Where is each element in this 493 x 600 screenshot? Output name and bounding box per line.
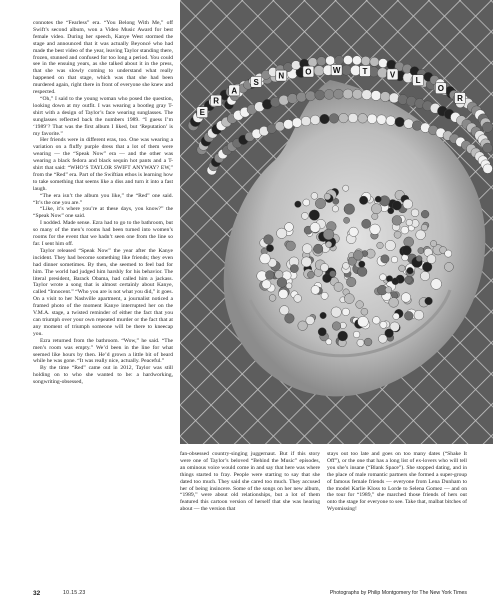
letter-bead-text: N [278,71,285,81]
letter-bead [211,95,222,106]
photo-image [180,0,493,444]
article-paragraph: By the time “Red” came out in 2012, Taylor was still holding on to who she wanted to be: a hardworking, songwriting-obsessed, [33,365,173,386]
article-paragraph: connotes the “Fearless” era. “You Belong With Me,” off Swift’s second album, won a Video Music Award for best female video. During her speech, Kanye West stormed the stage and announced that it was actually Beyoncé who had made the best video of the year, leaving Taylor standing there, frozen, stunned and confused for too long a period. You could see in the ensuing years, as she talked about it in the press, that she was slowly coming to understand what really happened on that stage, which was that she had been murdered again, right there in front of everyone she knew and respected. [33,20,173,96]
letter-bead [276,70,287,81]
article-paragraph: Ezra returned from the bathroom. “Wow,” he said. “The men’s room was empty.” We’d been in the line for what seemed like hours by then. He’d grown a little bit of beard while he was gone. “It was really nice, actually. Peaceful.” [33,337,173,365]
letter-bead [435,83,446,94]
letter-bead-text: T [362,67,368,76]
article-column-1 [33,20,173,583]
article-paragraph: “The era isn’t the album you like,” the “Red” one said. “It’s the one you are.” [33,192,173,206]
issue-date: 10.15.23 [63,590,86,596]
letter-bead [387,69,398,80]
letter-bead-text: L [415,76,421,86]
photo-credit: Photographs by Philip Montgomery for The New York Times [329,590,467,596]
article-paragraph: stays out too late and goes on too many dates (“Shake It Off”), or the one that has a long list of ex-lovers who will tell you she’s insane (“Blank Space”). She stopped dating, and in the place of male romantic partners she formed a super-group of famous female friends — everyone from Lena Dunham to the model Karlie Kloss to Lorde to Selena Gomez — and on the tour for “1989,” she marched those friends of hers out onto the stage for everyone to see. Take that, malbat bitches of Wyomissing! [327,451,467,513]
letter-bead-text: O [305,67,312,77]
article-column-3 [327,451,467,583]
letter-bead [413,75,424,86]
letter-bead-text: R [213,96,219,106]
article-paragraph: “Like, it’s where you’re at these days, you know?” the “Speak Now” one said. [33,206,173,220]
article-paragraph: Taylor released “Speak Now” the year after the Kanye incident. They had become something like friends; they even had dinner sometimes. By then, she seemed to feel bad for him. The world had judged him harshly for his behavior. The literal president, Barack Obama, had called him a jackass. Taylor wrote a song that is almost certainly about Kanye, called “Innocent.” “Who you are is not what you did,” it goes. On a visit to her Nashville apartment, a journalist noticed a framed photo of the moment Kanye interrupted her on the V.M.A. stage, a twisted reminder of either the fact that you can triumph over your own repeated murder or the fact that at any moment of triumph someone will be there to kneecap you. [33,247,173,337]
letter-bead [229,85,240,96]
letter-bead-text: O [437,84,445,94]
letter-bead-text: S [253,77,259,87]
letter-bead [331,65,342,76]
photo-friendship-bracelets [180,0,493,444]
article-paragraph: Her friends were in different eras, too. One was wearing a variation on a fluffy purple dress that a lot of them were wearing — the “Speak Now” era — and the other was wearing a black fedora and black sequin hot pants and a T-shirt that said: “WHO’S TAYLOR SWIFT ANYWAY? EW,” from the “Red” era. Part of the Swiftian ethos is learning how to take something that seems like a diss and turn it into a fast laugh. [33,137,173,192]
letter-bead [197,107,208,118]
letter-bead-text: V [389,70,396,80]
letter-bead-text: W [332,66,341,75]
letter-bead-text: A [231,86,238,96]
letter-bead-text: R [457,94,463,103]
letter-bead [360,66,371,77]
article-paragraph: “Oh,” I said to the young woman who posed the question, looking down at my outfit. I was wearing a bootleg gray T-shirt with a design of Taylor’s face wearing sunglasses. The sunglasses reflected back the numbers 1989. “I guess I’m ‘1989’? That was the first album I liked, but ‘Reputation’ is my favorite.” [33,95,173,137]
article-paragraph: fan-obsessed country-singing juggernaut. But if this story were one of Taylor’s beloved “Behind the Music” episodes, an ominous voice would come in and say that here was where things started to fray. People were starting to say that she dated too much. They said she cared too much. They accused her of being insincere. Some of the songs on her new album, “1989,” were about old relationships, but a lot of them featured this cartoon version of herself that she was hearing about — the version that [180,451,320,513]
article-column-2 [180,451,320,583]
letter-bead-text: E [199,108,205,118]
letter-bead [455,93,466,104]
article-paragraph: I nodded. Made sense. Ezra had to go to the bathroom, but so many of the men’s rooms had been turned into women’s rooms for the event that we hadn’t seen one from the line so far. I sent him off. [33,220,173,247]
letter-bead [303,66,314,77]
letter-bead [251,76,262,87]
page-number: 32 [33,590,41,597]
